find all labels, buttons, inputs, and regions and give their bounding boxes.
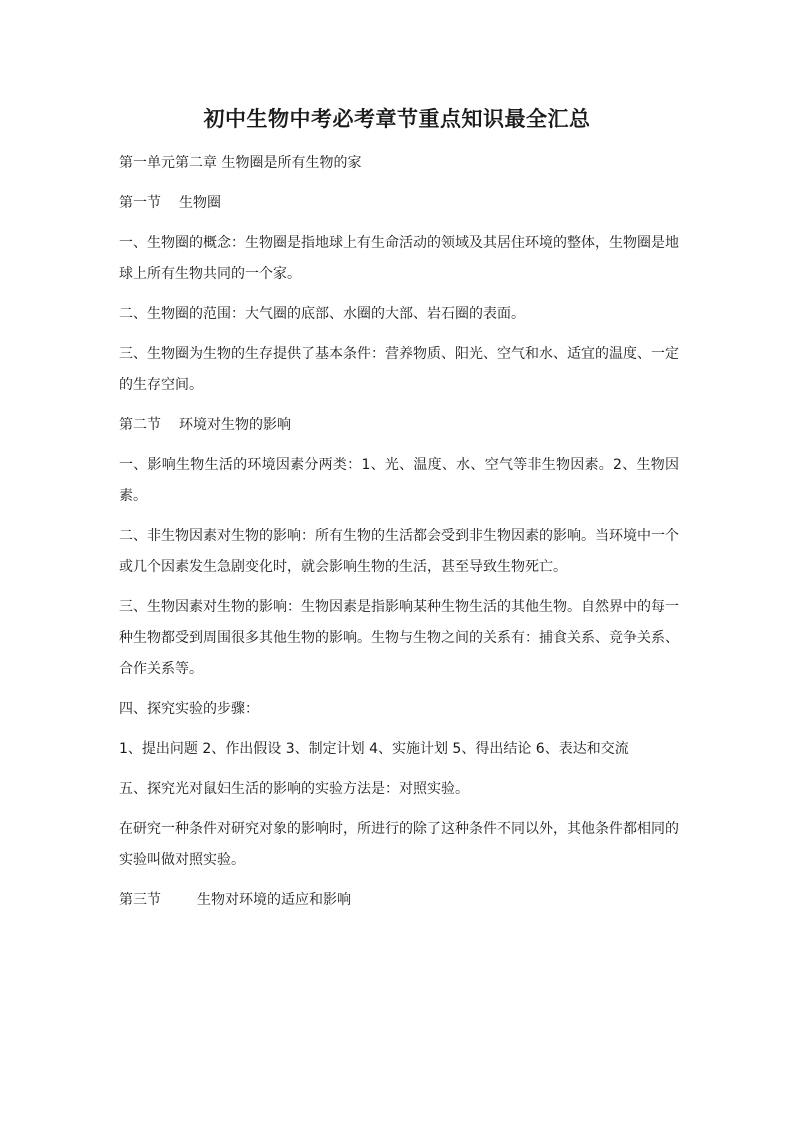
paragraph: 四、探究实验的步骤： [119, 701, 259, 717]
paragraph: 一、生物圈的概念：生物圈是指地球上有生命活动的领域及其居住环境的整体，生物圈是地球上所有生物共同的一个家。 [119, 235, 679, 282]
document-body [119, 148, 679, 925]
paragraph: 五、探究光对鼠妇生活的影响的实验方法是：对照实验。 [119, 781, 469, 797]
paragraph: 一、影响生物生活的环境因素分两类：1、光、温度、水、空气等非生物因素。2、生物因素。 [119, 457, 679, 504]
paragraph: 在研究一种条件对研究对象的影响时，所进行的除了这种条件不同以外，其他条件都相同的实验叫做对照实验。 [119, 821, 679, 868]
paragraph: 二、生物圈的范围：大气圈的底部、水圈的大部、岩石圈的表面。 [119, 306, 525, 322]
paragraph: 二、非生物因素对生物的影响：所有生物的生活都会受到非生物因素的影响。当环境中一个或几个因素发生急剧变化时，就会影响生物的生活，甚至导致生物死亡。 [119, 528, 679, 575]
section-heading [119, 885, 679, 916]
unit-heading: 第一单元第二章 生物圈是所有生物的家 [119, 155, 362, 171]
paragraph: 三、生物因素对生物的影响：生物因素是指影响某种生物生活的其他生物。自然界中的每一种生物都受到周围很多其他生物的影响。生物与生物之间的关系有：捕食关系、竞争关系、合作关系等。 [119, 599, 679, 677]
section-heading [119, 188, 679, 219]
section-number: 第一节 [119, 195, 161, 211]
paragraph: 三、生物圈为生物的生存提供了基本条件：营养物质、阳光、空气和水、适宜的温度、一定的生存空间。 [119, 346, 679, 393]
section-number: 第三节 [119, 892, 161, 908]
section-number: 第二节 [119, 417, 161, 433]
page-title: 初中生物中考必考章节重点知识最全汇总 [203, 107, 591, 131]
section-title: 生物对环境的适应和影响 [197, 892, 351, 908]
paragraph: 1、提出问题 2、作出假设 3、制定计划 4、实施计划 5、得出结论 6、表达和交流 [119, 741, 629, 757]
section-title: 环境对生物的影响 [179, 417, 291, 433]
section-heading [119, 410, 679, 441]
section-title: 生物圈 [179, 195, 221, 211]
